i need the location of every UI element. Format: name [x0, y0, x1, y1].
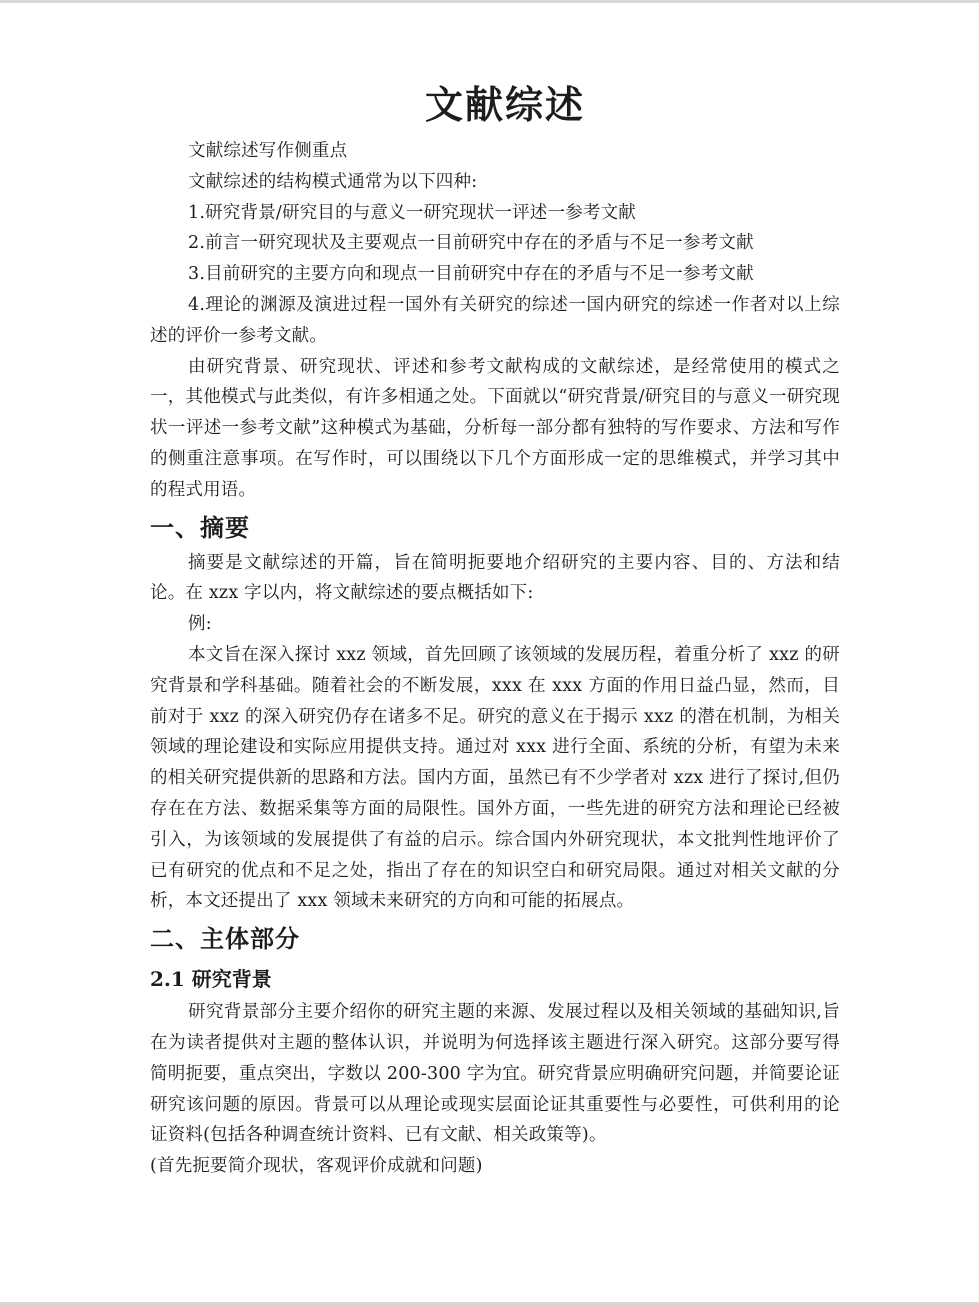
section-heading-abstract: 一、摘要 — [150, 512, 250, 542]
example-paragraph: 本文旨在深入探讨 xxz 领域，首先回顾了该领域的发展历程，着重分析了 xxz 的研究背景和学科基础。随着社会的不断发展，xxx 在 xxx 方面的作用日益凸显，然而，目前对于 xxz 的深入研究仍存在诸多不足。研究的意义在于揭示 xxz 的潜在机制，为相关领域的理论建设和实际应用提供支持。通过对 xxx 进行全面、系统的分析，有望为未来的相关研究提供新的思路和方法。国内方面，虽然已有不少学者对 xzx 进行了探讨,但仍存在在方法、数据采集等方面的局限性。国外方面，一些先进的研究方法和理论已经被引入，为该领域的发展提供了有益的启示。综合国内外研究现状，本文批判性地评价了已有研究的优点和不足之处，指出了存在的知识空白和研究局限。通过对相关文献的分析，本文还提出了 xxx 领域未来研究的方向和可能的拓展点。 — [150, 644, 840, 912]
document-body — [150, 80, 840, 1182]
abstract-paragraph: 摘要是文献综述的开篇，旨在简明扼要地介绍研究的主要内容、目的、方法和结论。在 xzx 字以内，将文献综述的要点概括如下: — [150, 552, 840, 604]
section-heading-body: 二、主体部分 — [150, 924, 300, 954]
background-note: (首先扼要简介现状，客观评价成就和问题) — [150, 1156, 483, 1177]
subsection-heading-background: 2.1 研究背景 — [150, 967, 272, 992]
structure-mode-2: 2.前言一研究现状及主要观点一目前研究中存在的矛盾与不足一参考文献 — [188, 233, 754, 254]
structure-mode-3: 3.目前研究的主要方向和现点一目前研究中存在的矛盾与不足一参考文献 — [188, 264, 754, 285]
intro-line-structure: 文献综述的结构模式通常为以下四种: — [188, 171, 478, 192]
intro-paragraph: 由研究背景、研究现状、评述和参考文献构成的文献综述，是经常使用的模式之一，其他模式与此类似，有许多相通之处。下面就以“研究背景/研究目的与意义一研究现状一评述一参考文献”这种模式为基础，分析每一部分都有独特的写作要求、方法和写作的侧重注意事项。在写作时，可以围绕以下几个方面形成一定的思维模式，并学习其中的程式用语。 — [150, 356, 840, 500]
structure-mode-1: 1.研究背景/研究目的与意义一研究现状一评述一参考文献 — [188, 202, 636, 223]
background-paragraph: 研究背景部分主要介绍你的研究主题的来源、发展过程以及相关领域的基础知识,旨在为读者提供对主题的整体认识，并说明为何选择该主题进行深入研究。这部分要写得简明扼要，重点突出，字数以 200-300 字为宜。研究背景应明确研究问题，并简要论证研究该问题的原因。背景可以从理论或现实层面论证其重要性与必要性，可供利用的论证资料(包括各种调查统计资料、已有文献、相关政策等)。 — [150, 1002, 840, 1146]
structure-mode-4: 4.理论的渊源及演进过程一国外有关研究的综述一国内研究的综述一作者对以上综述的评价一参考文献。 — [150, 294, 840, 346]
document-title: 文献综述 — [424, 82, 585, 127]
intro-line-focus: 文献综述写作侧重点 — [188, 141, 348, 161]
example-label: 例: — [188, 614, 212, 635]
